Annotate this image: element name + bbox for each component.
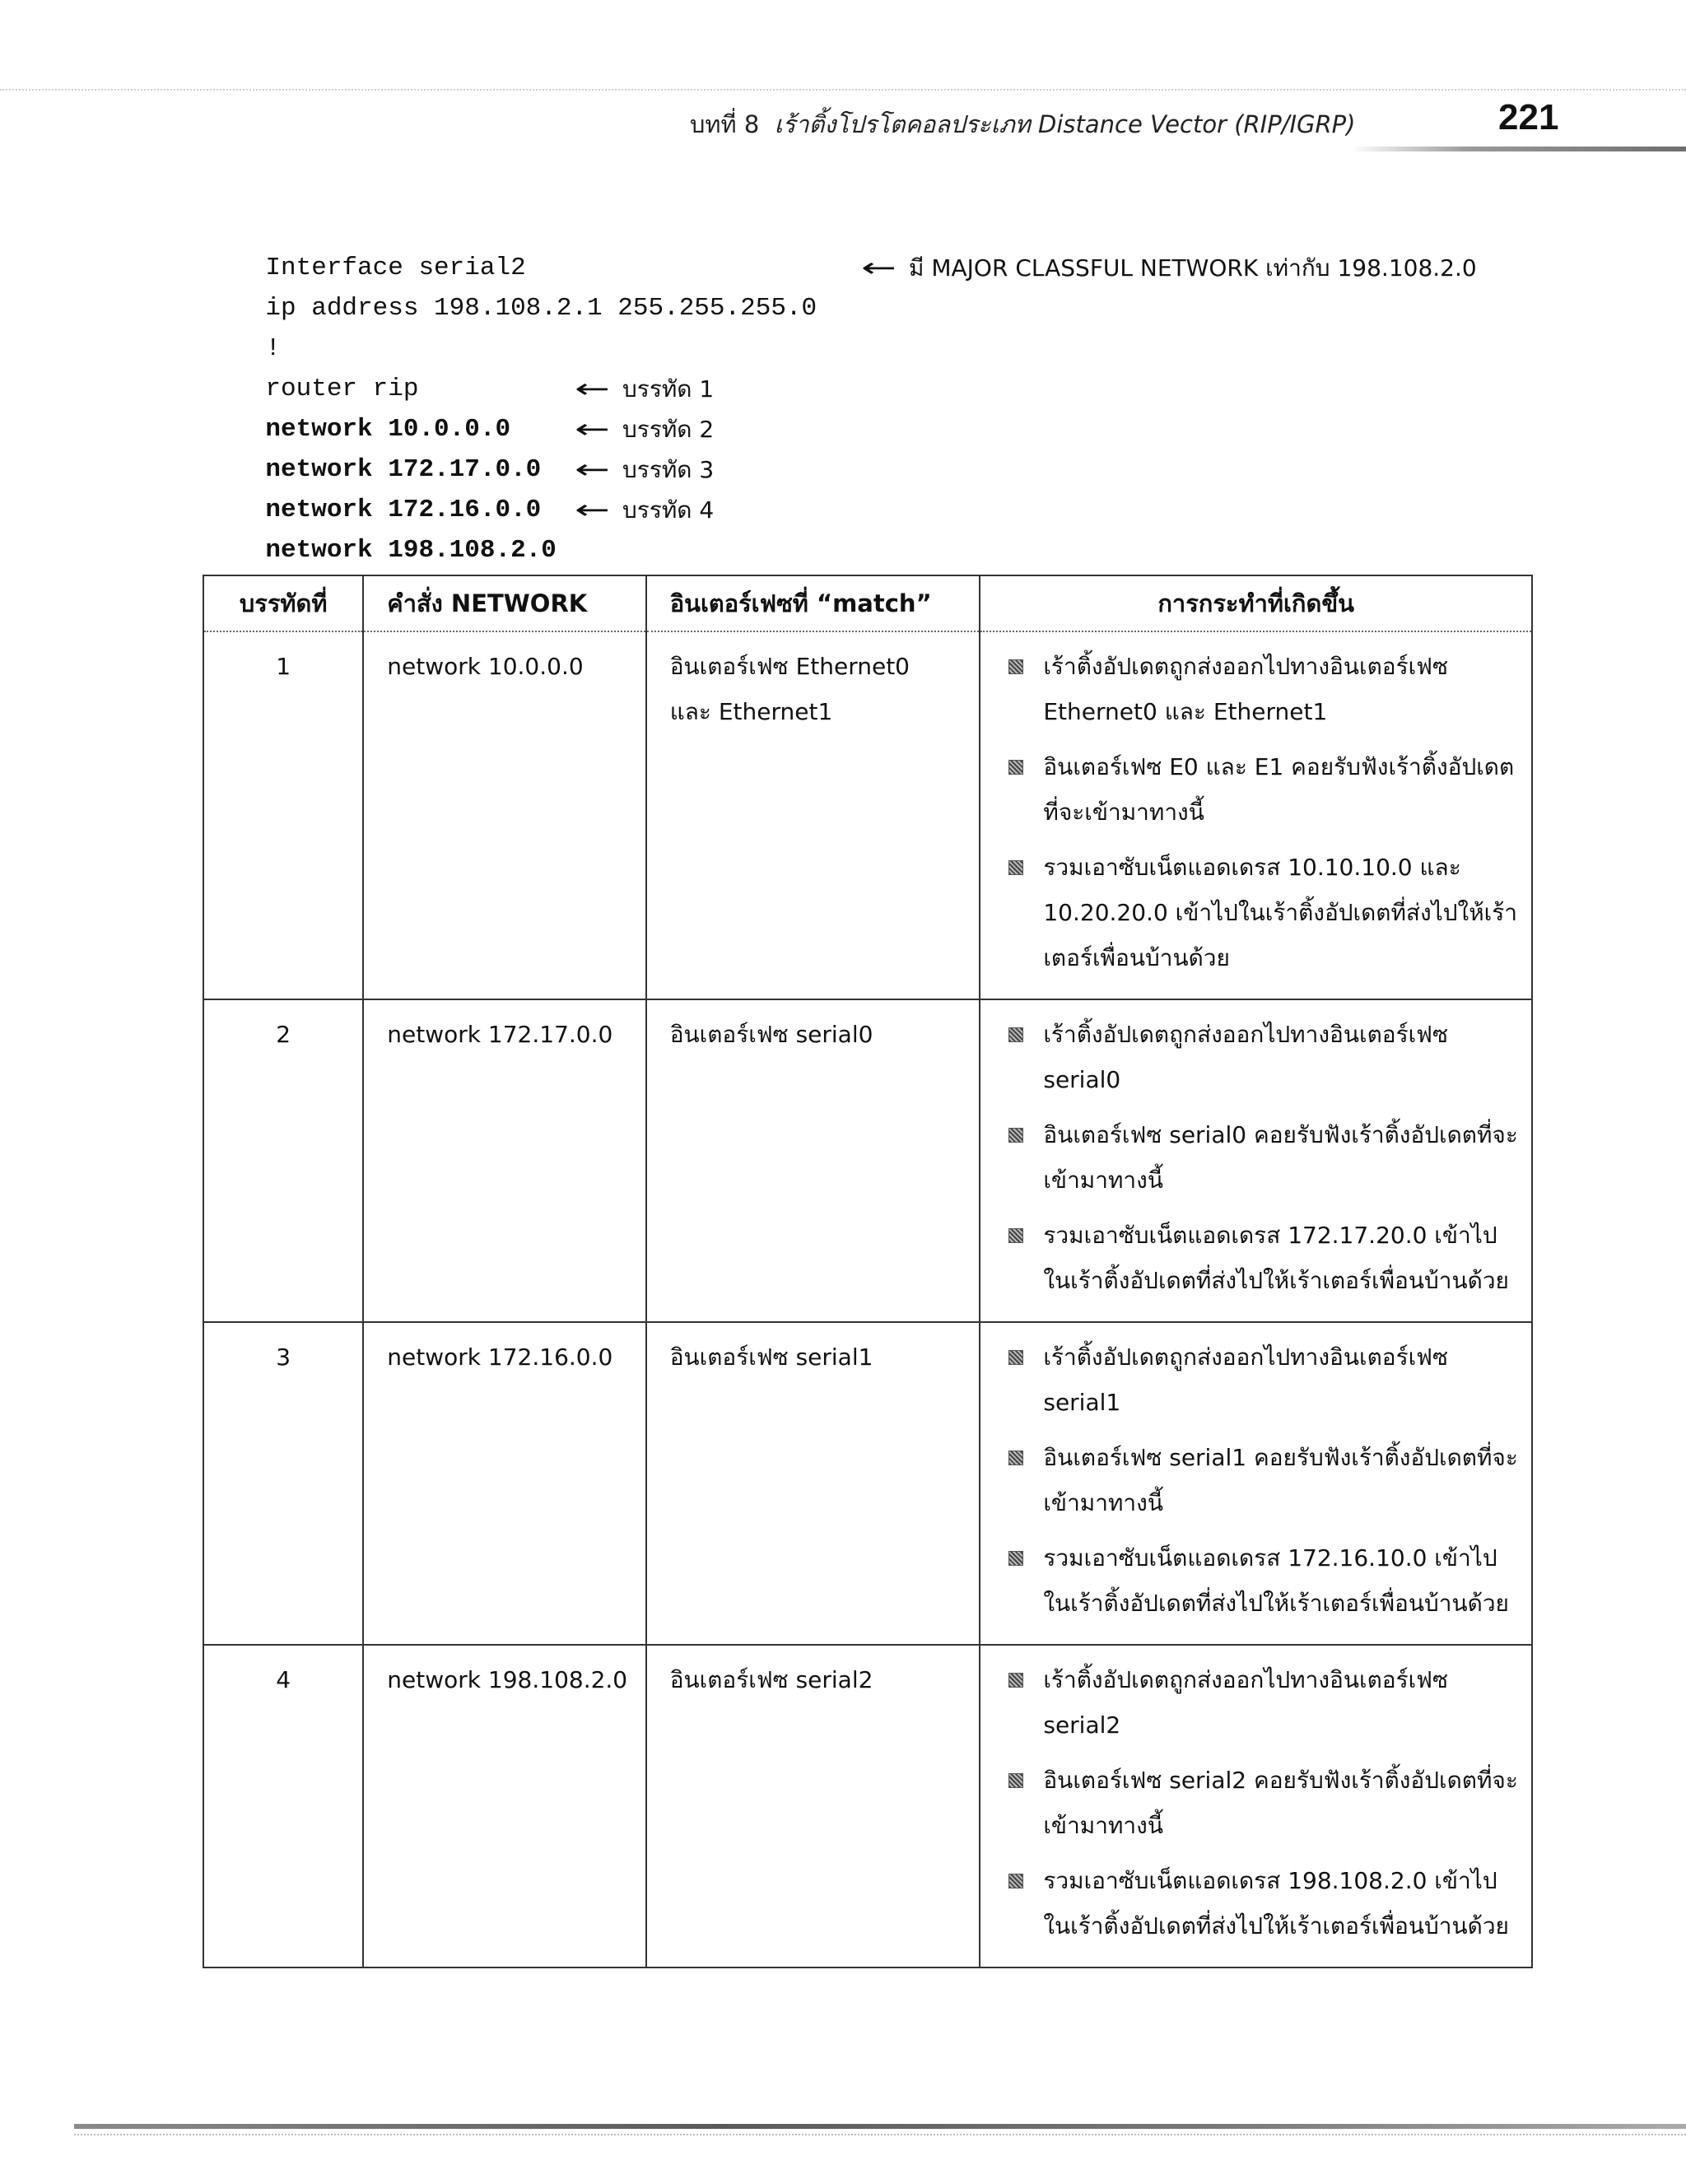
cell-interface: อินเตอร์เฟซ serial2: [646, 1645, 980, 1967]
left-arrow-icon: ←: [575, 454, 610, 485]
cell-actions: [980, 999, 1532, 1322]
cell-command: network 198.108.2.0: [363, 1645, 645, 1967]
cell-actions: [980, 1645, 1532, 1967]
header-network-command: คำสั่ง NETWORK: [363, 575, 645, 631]
cell-line-number: 3: [203, 1322, 363, 1645]
code-line: ip address 198.108.2.1 255.255.255.0 ← มี MAJOR CLASSFUL NETWORK เท่ากับ 198.108.2.0: [204, 248, 817, 288]
code-annotation: ← บรรทัด 4: [575, 490, 714, 530]
header-resulting-action: การกระทำที่เกิดขึ้น: [980, 575, 1532, 631]
cell-actions: [980, 631, 1532, 999]
cell-interface: อินเตอร์เฟซ serial1: [646, 1322, 980, 1645]
code-line: Interface serial2: [265, 254, 526, 282]
list-item: รวมเอาซับเน็ตแอดเดรส 198.108.2.0 เข้าไปในเร้าติ้งอัปเดตที่ส่งไปให้เร้าเตอร์เพื่อนบ้านด้วย: [1008, 1858, 1523, 1949]
list-item: อินเตอร์เฟซ serial0 คอยรับฟังเร้าติ้งอัปเดตที่จะเข้ามาทางนี้: [1008, 1112, 1523, 1203]
network-command-table: [203, 575, 1533, 1968]
left-arrow-icon: ←: [575, 494, 610, 525]
code-line: network 198.108.2.0 ← บรรทัด 4: [204, 490, 817, 530]
running-header: [690, 105, 1355, 143]
square-bullet-icon: [1008, 1350, 1023, 1365]
cell-line-number: 1: [203, 631, 363, 999]
square-bullet-icon: [1008, 1551, 1023, 1566]
code-line: !: [265, 334, 282, 363]
list-item: เร้าติ้งอัปเดตถูกส่งออกไปทางอินเตอร์เฟซ serial2: [1008, 1657, 1523, 1748]
square-bullet-icon: [1008, 860, 1023, 875]
code-line: network 172.17.0.0 ← บรรทัด 2: [204, 409, 817, 449]
header-line-number: บรรทัดที่: [203, 575, 363, 631]
footer-rule: [74, 2124, 1686, 2129]
square-bullet-icon: [1008, 1451, 1023, 1465]
square-bullet-icon: [1008, 659, 1023, 674]
code-annotation: ← มี MAJOR CLASSFUL NETWORK เท่ากับ 198.108.2.0: [861, 248, 1477, 288]
code-annotation: ← บรรทัด 3: [575, 449, 714, 490]
cell-command: network 172.17.0.0: [363, 999, 645, 1322]
config-code-block: [204, 207, 1477, 565]
list-item: เร้าติ้งอัปเดตถูกส่งออกไปทางอินเตอร์เฟซ Ethernet0 และ Ethernet1: [1008, 644, 1523, 734]
table-row: [203, 1645, 1532, 1967]
code-line: router rip: [265, 375, 419, 403]
square-bullet-icon: [1008, 760, 1023, 775]
square-bullet-icon: [1008, 1228, 1023, 1243]
list-item: เร้าติ้งอัปเดตถูกส่งออกไปทางอินเตอร์เฟซ serial0: [1008, 1012, 1523, 1102]
top-scan-rule: [0, 89, 1686, 92]
table-row: [203, 999, 1532, 1322]
list-item: อินเตอร์เฟซ E0 และ E1 คอยรับฟังเร้าติ้งอัปเดตที่จะเข้ามาทางนี้: [1008, 744, 1523, 835]
list-item: อินเตอร์เฟซ serial1 คอยรับฟังเร้าติ้งอัปเดตที่จะเข้ามาทางนี้: [1008, 1435, 1523, 1525]
left-arrow-icon: ←: [861, 252, 897, 283]
code-line: network 172.16.0.0 ← บรรทัด 3: [204, 449, 817, 490]
table-row: [203, 631, 1532, 999]
cell-command: network 172.16.0.0: [363, 1322, 645, 1645]
square-bullet-icon: [1008, 1773, 1023, 1788]
header-decoration: [1350, 147, 1686, 151]
footer-scan-rule: [74, 2134, 1686, 2137]
square-bullet-icon: [1008, 1027, 1023, 1042]
chapter-title: เร้าติ้งโปรโตคอลประเภท Distance Vector (RIP/IGRP): [774, 110, 1356, 138]
cell-line-number: 2: [203, 999, 363, 1322]
code-annotation: ← บรรทัด 2: [575, 409, 714, 449]
list-item: รวมเอาซับเน็ตแอดเดรส 172.16.10.0 เข้าไปในเร้าติ้งอัปเดตที่ส่งไปให้เร้าเตอร์เพื่อนบ้านด้วย: [1008, 1535, 1523, 1626]
left-arrow-icon: ←: [575, 373, 610, 404]
list-item: เร้าติ้งอัปเดตถูกส่งออกไปทางอินเตอร์เฟซ serial1: [1008, 1334, 1523, 1425]
square-bullet-icon: [1008, 1673, 1023, 1688]
left-arrow-icon: ←: [575, 413, 610, 445]
chapter-number: บทที่ 8: [690, 110, 760, 138]
square-bullet-icon: [1008, 1874, 1023, 1888]
table-row: [203, 1322, 1532, 1645]
table-header-row: [203, 575, 1532, 631]
list-item: อินเตอร์เฟซ serial2 คอยรับฟังเร้าติ้งอัปเดตที่จะเข้ามาทางนี้: [1008, 1758, 1523, 1848]
cell-command: network 10.0.0.0: [363, 631, 645, 999]
cell-line-number: 4: [203, 1645, 363, 1967]
header-matched-interface: อินเตอร์เฟซที่ “match”: [646, 575, 980, 631]
cell-actions: [980, 1322, 1532, 1645]
cell-interface: อินเตอร์เฟซ serial0: [646, 999, 980, 1322]
page-number: 221: [1498, 97, 1559, 137]
list-item: รวมเอาซับเน็ตแอดเดรส 10.10.10.0 และ 10.20.20.0 เข้าไปในเร้าติ้งอัปเดตที่ส่งไปให้เร้าเตอร์เพื่อนบ้านด้วย: [1008, 845, 1523, 980]
code-line: network 10.0.0.0 ← บรรทัด 1: [204, 369, 817, 409]
square-bullet-icon: [1008, 1128, 1023, 1143]
list-item: รวมเอาซับเน็ตแอดเดรส 172.17.20.0 เข้าไปในเร้าติ้งอัปเดตที่ส่งไปให้เร้าเตอร์เพื่อนบ้านด้วย: [1008, 1213, 1523, 1303]
code-annotation: ← บรรทัด 1: [575, 369, 714, 409]
cell-interface: อินเตอร์เฟซ Ethernet0 และ Ethernet1: [646, 631, 980, 999]
